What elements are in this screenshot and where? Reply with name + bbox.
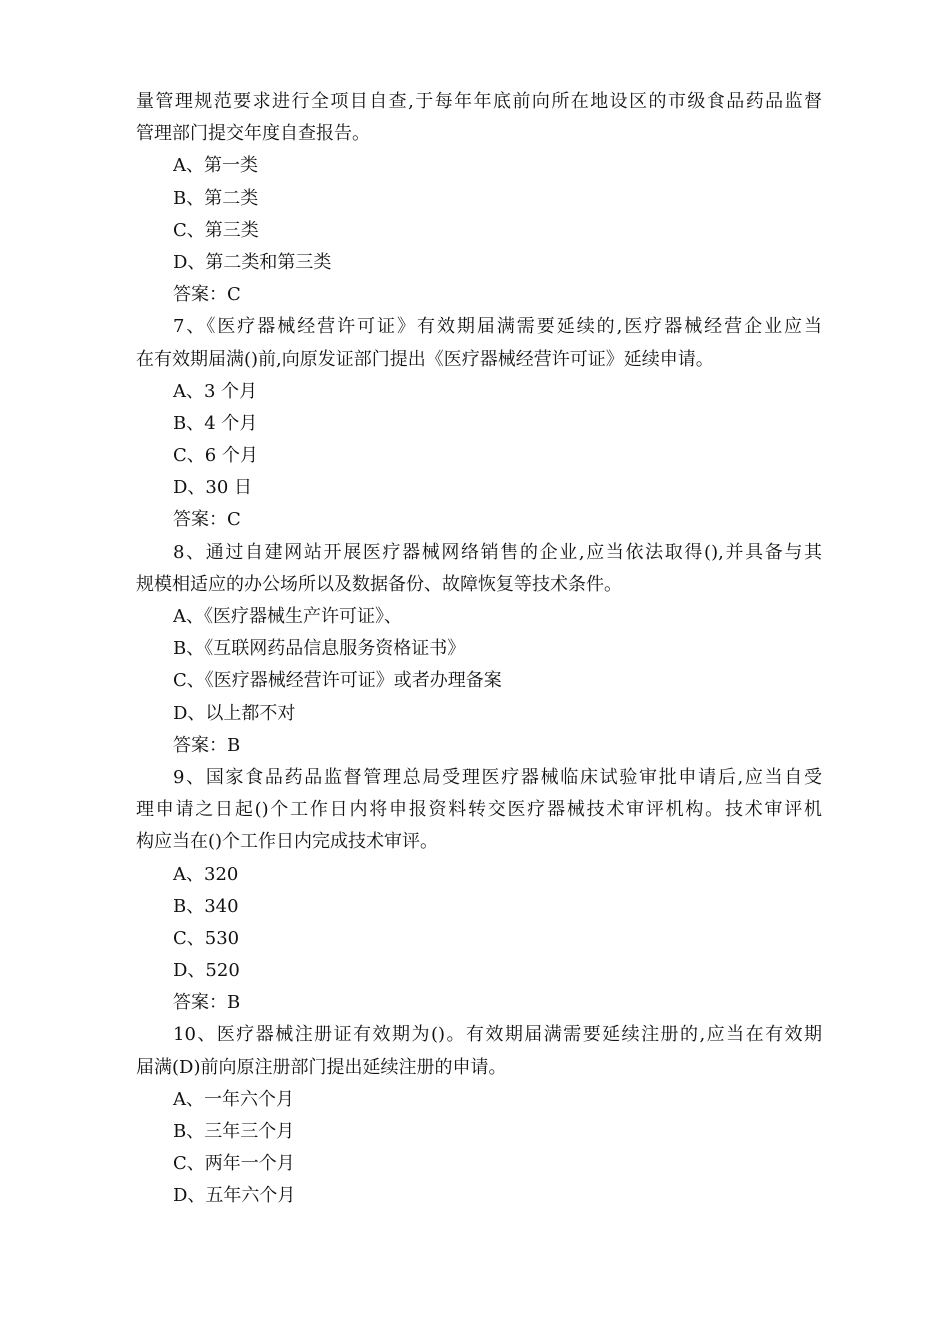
option-b: B、340 — [173, 895, 239, 917]
option-c: C、530 — [173, 927, 240, 949]
question-8 — [136, 537, 822, 762]
option-d: D、以上都不对 — [173, 702, 296, 724]
document-content — [136, 86, 822, 1213]
option-a: A、《医疗器械生产许可证》、 — [173, 606, 402, 627]
option-d: D、30 日 — [173, 477, 253, 499]
question-text-line: 规模相适应的办公场所以及数据备份、故障恢复等技术条件。 — [136, 573, 622, 595]
option-c: C、两年一个月 — [173, 1153, 295, 1175]
question-text-line: 8、通过自建网站开展医疗器械网络销售的企业,应当依法取得(),并具备与其 — [173, 541, 822, 563]
answer-line: 答案：C — [173, 509, 241, 531]
question-7 — [136, 311, 822, 536]
question-text-line: 量管理规范要求进行全项目自查,于每年年底前向所在地设区的市级食品药品监督 — [136, 91, 822, 112]
answer-line: 答案：B — [173, 734, 241, 756]
option-b: B、三年三个月 — [173, 1121, 295, 1142]
answer-line: 答案：C — [173, 284, 241, 306]
question-text-line: 7、《医疗器械经营许可证》有效期届满需要延续的,医疗器械经营企业应当 — [173, 316, 822, 338]
option-c: C、第三类 — [173, 219, 259, 241]
option-d: D、第二类和第三类 — [173, 251, 332, 273]
option-a: A、320 — [173, 863, 239, 885]
question-text-line: 理申请之日起()个工作日内将申报资料转交医疗器械技术审评机构。技术审评机 — [136, 799, 822, 821]
question-9 — [136, 762, 822, 1020]
option-c: C、《医疗器械经营许可证》或者办理备案 — [173, 670, 502, 692]
option-a: A、一年六个月 — [173, 1088, 294, 1110]
option-c: C、6 个月 — [173, 445, 258, 467]
option-a: A、第一类 — [173, 155, 258, 177]
question-text-line: 构应当在()个工作日内完成技术审评。 — [136, 831, 439, 853]
answer-line: 答案：B — [173, 992, 241, 1014]
option-b: B、4 个月 — [173, 412, 258, 434]
option-b: B、第二类 — [173, 187, 259, 209]
option-a: A、3 个月 — [173, 380, 258, 402]
question-text-line: 10、医疗器械注册证有效期为()。有效期届满需要延续注册的,应当在有效期 — [173, 1024, 822, 1046]
option-d: D、520 — [173, 960, 240, 982]
question-10 — [136, 1019, 822, 1212]
question-text-line: 9、国家食品药品监督管理总局受理医疗器械临床试验审批申请后,应当自受 — [173, 766, 822, 788]
option-d: D、五年六个月 — [173, 1185, 296, 1207]
question-text-line: 在有效期届满()前,向原发证部门提出《医疗器械经营许可证》延续申请。 — [136, 348, 714, 370]
question-text-line: 管理部门提交年度自查报告。 — [136, 123, 370, 145]
question-6-continuation — [136, 86, 822, 311]
option-b: B、《互联网药品信息服务资格证书》 — [173, 638, 466, 660]
question-text-line: 届满(D)前向原注册部门提出延续注册的申请。 — [136, 1056, 507, 1078]
